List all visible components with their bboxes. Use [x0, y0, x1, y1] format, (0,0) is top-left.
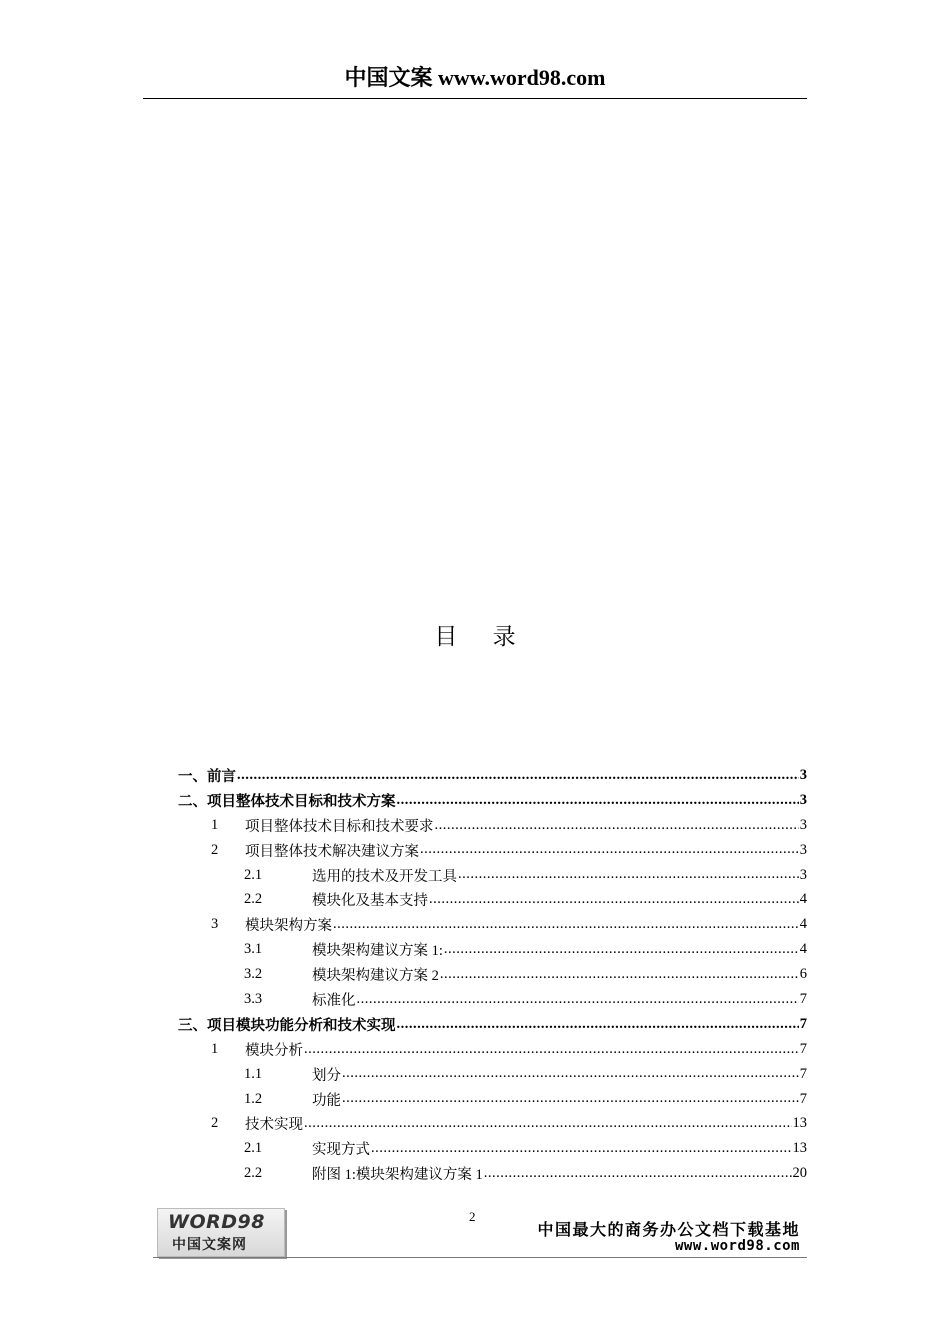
toc-dot-leader	[304, 1041, 799, 1058]
toc-entry[interactable]	[178, 763, 807, 788]
toc-dot-leader	[444, 941, 799, 958]
toc-entry-number: 2.2	[244, 1165, 263, 1182]
toc-entry[interactable]	[178, 887, 807, 912]
toc-entry-page: 13	[792, 1115, 807, 1132]
toc-dot-leader	[397, 1016, 799, 1033]
toc-dot-leader	[304, 1115, 792, 1132]
toc-entry-page: 3	[799, 841, 807, 858]
toc-dot-leader	[429, 891, 799, 908]
toc-heading: 目 录	[434, 624, 530, 650]
toc-entry-title: 二、项目整体技术目标和技术方案	[178, 793, 396, 810]
toc-entry-page: 7	[799, 1090, 807, 1107]
toc-entry-page: 6	[799, 966, 807, 983]
toc-entry-title: 功能	[312, 1092, 341, 1109]
toc-entry[interactable]	[178, 1136, 807, 1161]
toc-entry-number: 2	[211, 841, 219, 858]
toc-entry-page: 3	[799, 866, 807, 883]
toc-entry[interactable]	[178, 1062, 807, 1087]
toc-entry-page: 3	[799, 791, 807, 808]
word98-logo	[157, 1208, 285, 1257]
toc-entry-page: 3	[799, 766, 807, 783]
toc-dot-leader	[371, 1140, 792, 1157]
toc-dot-leader	[435, 817, 799, 834]
toc-entry[interactable]	[178, 912, 807, 937]
toc-entry[interactable]	[178, 863, 807, 888]
toc-dot-leader	[397, 792, 799, 809]
toc-entry-title: 实现方式	[312, 1142, 370, 1159]
footer-divider	[153, 1257, 807, 1258]
toc-dot-leader	[484, 1165, 792, 1182]
page-header	[143, 60, 807, 99]
toc-dot-leader	[333, 916, 799, 933]
logo-wordmark: WORD98	[168, 1211, 265, 1233]
toc-entry-number: 2.1	[244, 866, 263, 883]
toc-entry[interactable]	[178, 1037, 807, 1062]
toc-dot-leader	[342, 1065, 799, 1082]
toc-entry[interactable]	[178, 1087, 807, 1112]
toc-dot-leader	[237, 767, 799, 784]
toc-entry-title: 标准化	[312, 992, 356, 1009]
toc-entry-page: 20	[792, 1165, 807, 1182]
toc-entry-number: 3.3	[244, 990, 263, 1007]
toc-entry-title: 附图 1:模块架构建议方案 1	[312, 1167, 483, 1184]
toc-entry-number: 2.1	[244, 1140, 263, 1157]
toc-entry[interactable]	[178, 937, 807, 962]
toc-dot-leader	[342, 1090, 799, 1107]
toc-entry-title: 三、项目模块功能分析和技术实现	[178, 1017, 396, 1034]
toc-entry[interactable]	[178, 838, 807, 863]
toc-entry-number: 3.2	[244, 966, 263, 983]
toc-entry[interactable]	[178, 1161, 807, 1186]
toc-entry[interactable]	[178, 987, 807, 1012]
toc-entry-title: 项目整体技术目标和技术要求	[245, 818, 434, 835]
toc-entry-number: 2.2	[244, 891, 263, 908]
toc-entry-page: 7	[799, 1040, 807, 1057]
toc-entry-page: 4	[799, 891, 807, 908]
toc-entry-page: 3	[799, 816, 807, 833]
toc-dot-leader	[357, 991, 799, 1008]
toc-entry-number: 3.1	[244, 941, 263, 958]
toc-entry-number: 1	[211, 816, 219, 833]
toc-entry[interactable]	[178, 788, 807, 813]
toc-dot-leader	[420, 841, 799, 858]
footer-slogan: 中国最大的商务办公文档下载基地	[537, 1220, 800, 1239]
toc-entry-page: 4	[799, 916, 807, 933]
toc-dot-leader	[440, 966, 799, 983]
toc-entry-number: 2	[211, 1115, 219, 1132]
toc-entry-title: 模块架构方案	[245, 918, 332, 935]
toc-entry-page: 7	[799, 1015, 807, 1032]
toc-entry-page: 13	[792, 1140, 807, 1157]
toc-entry-page: 7	[799, 990, 807, 1007]
toc-entry[interactable]	[178, 962, 807, 987]
toc-entry-number: 1.1	[244, 1065, 263, 1082]
toc-entry-title: 模块分析	[245, 1042, 303, 1059]
toc-dot-leader	[458, 866, 799, 883]
toc-entry[interactable]	[178, 1111, 807, 1136]
toc-entry-title: 技术实现	[245, 1117, 303, 1134]
logo-subtitle: 中国文案网	[172, 1237, 247, 1253]
toc-entry-number: 1	[211, 1040, 219, 1057]
toc-entry-title: 划分	[312, 1067, 341, 1084]
toc-entry-page: 4	[799, 941, 807, 958]
page-number: 2	[469, 1209, 476, 1224]
toc-entry-number: 1.2	[244, 1090, 263, 1107]
toc-entry-page: 7	[799, 1065, 807, 1082]
toc-entry-title: 模块化及基本支持	[312, 893, 428, 910]
toc-entry-title: 一、前言	[178, 768, 236, 785]
footer-site: www.word98.com	[674, 1238, 800, 1254]
toc-entry-title: 选用的技术及开发工具	[312, 868, 457, 885]
toc-entry-title: 模块架构建议方案 2	[312, 968, 439, 985]
toc-entry-title: 项目整体技术解决建议方案	[245, 843, 419, 860]
toc-entry-number: 3	[211, 916, 219, 933]
header-title: 中国文案 www.word98.com	[344, 65, 606, 90]
toc-entry-title: 模块架构建议方案 1:	[312, 943, 443, 960]
toc-entry[interactable]	[178, 813, 807, 838]
toc-entry[interactable]	[178, 1012, 807, 1037]
table-of-contents	[178, 763, 807, 1186]
